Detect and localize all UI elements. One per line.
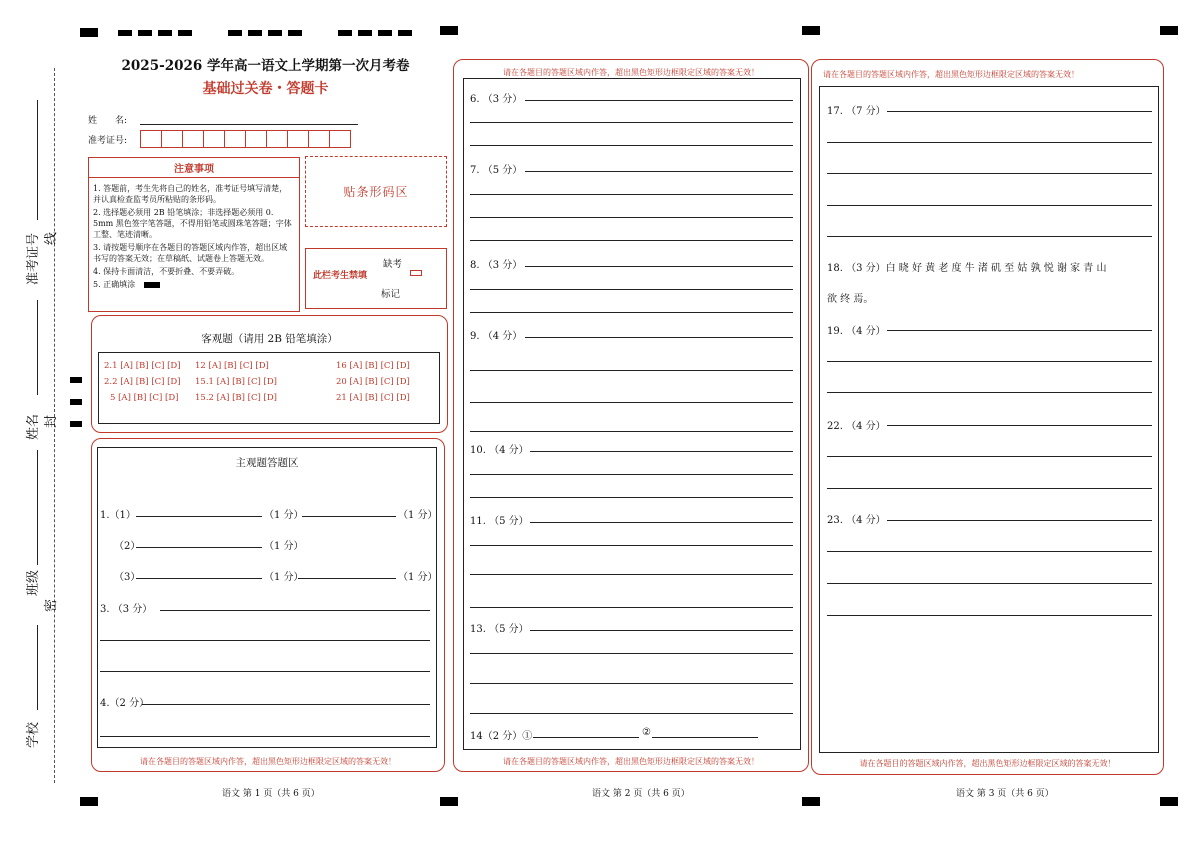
q1-2-score: （1 分） [264,541,304,552]
option-row[interactable]: 12 [A] [B] [C] [D] [195,361,269,371]
q14-label: 14（2 分）① [470,731,533,742]
side-name-label: 姓名 [26,413,41,440]
notice-title: 注意事项 [89,158,299,178]
footer-page-2: 语文 第 2 页（共 6 页） [592,789,690,799]
id-cells[interactable] [140,130,350,148]
q6-answer[interactable] [525,100,793,101]
option-row[interactable]: 16 [A] [B] [C] [D] [336,361,410,371]
q1-1-score-a: （1 分） [264,510,304,521]
registration-mark [1160,797,1178,806]
q1-1-answer-a[interactable] [136,516,262,517]
footer-page-3: 语文 第 3 页（共 6 页） [956,789,1054,799]
q1-3-answer-b[interactable] [298,578,396,579]
side-id-line [37,100,38,220]
q3-answer[interactable] [100,640,430,641]
q13-label: 13. （5 分） [470,624,529,635]
footer-page-1: 语文 第 1 页（共 6 页） [222,789,320,799]
q7-answer[interactable] [470,240,793,241]
barcode-label: 贴条形码区 [343,185,409,199]
absent-box [305,248,447,309]
notice-item: 3. 请按题号顺序在各题目的答题区域内作答，超出区域书写的答案无效；在草稿纸、试题卷上答题无效。 [93,243,288,263]
side-school-line [37,625,38,710]
exam-subtitle: 基础过关卷・答题卡 [202,81,329,97]
q14-label-2: ② [642,727,651,738]
q1-2-answer[interactable] [136,547,262,548]
q17-answer[interactable] [827,236,1152,237]
notice-box [88,157,300,312]
q7-answer[interactable] [470,194,793,195]
notice-list [89,178,299,290]
option-row[interactable]: 2.2 [A] [B] [C] [D] [104,377,181,387]
fill-sample [144,282,160,288]
q22-answer[interactable] [887,425,1152,426]
q17-answer[interactable] [827,173,1152,174]
q19-answer[interactable] [827,361,1152,362]
absent-label-2: 标记 [381,289,401,300]
registration-mark [228,30,242,36]
registration-mark [80,28,98,37]
q22-label: 22. （4 分） [827,421,886,432]
registration-mark [268,30,282,36]
registration-mark [178,30,192,36]
q13-answer[interactable] [530,630,793,631]
q3-answer[interactable] [160,610,430,611]
q1-3-answer-a[interactable] [136,578,262,579]
q19-answer[interactable] [827,392,1152,393]
q7-answer[interactable] [470,217,793,218]
registration-mark [802,26,820,35]
registration-mark [440,797,458,806]
q18-text[interactable]: 18. （3 分）白 晓 好 黄 老 度 牛 渚 矶 至 姑 孰 悦 谢 家 青 山 [827,263,1107,274]
q10-label: 10. （4 分） [470,445,529,456]
warning-text: 请在各题目的答题区域内作答，超出黑色矩形边框限定区域的答案无效！ [859,759,1116,768]
q17-answer[interactable] [827,205,1152,206]
side-secret-label: 密 [44,598,59,612]
side-school-label: 学校 [26,721,41,748]
q13-answer[interactable] [470,683,793,684]
page2-inner [463,78,801,750]
warning-text: 请在各题目的答题区域内作答，超出黑色矩形边框限定区域的答案无效！ [823,70,1079,79]
q23-answer[interactable] [887,520,1152,521]
registration-mark [158,30,172,36]
q9-answer[interactable] [470,402,793,403]
exam-title: 2025-2026 学年高一语文上学期第一次月考卷 [121,58,410,74]
name-label: 姓 名: [88,116,128,126]
absent-checkbox[interactable] [410,270,422,276]
q1-1-score-b: （1 分） [398,510,438,521]
q11-answer[interactable] [530,522,793,523]
registration-mark [358,30,372,36]
q17-answer[interactable] [827,142,1152,143]
q1-2-label: （2） [114,541,141,552]
q6-label: 6. （3 分） [470,94,523,105]
notice-item: 5. 正确填涂 [93,279,293,290]
q19-label: 19. （4 分） [827,326,886,337]
option-row[interactable]: 15.2 [A] [B] [C] [D] [195,393,277,403]
registration-mark [80,797,98,806]
warning-text: 请在各题目的答题区域内作答，超出黑色矩形边框限定区域的答案无效！ [140,757,396,766]
side-id-label: 准考证号 [26,232,41,285]
q10-answer[interactable] [530,451,793,452]
option-row[interactable]: 2.1 [A] [B] [C] [D] [104,361,181,371]
registration-mark [1160,26,1178,35]
q6-answer[interactable] [470,122,793,123]
registration-mark [118,30,132,36]
q13-answer[interactable] [470,653,793,654]
option-row[interactable]: 5 [A] [B] [C] [D] [110,393,179,403]
q1-3-score-b: （1 分） [398,572,438,583]
registration-mark [70,399,82,405]
registration-mark [398,30,412,36]
q9-answer[interactable] [525,337,793,338]
q22-answer[interactable] [827,488,1152,489]
option-row[interactable]: 21 [A] [B] [C] [D] [336,393,410,403]
q9-answer[interactable] [470,431,793,432]
side-class-label: 班级 [26,569,41,596]
registration-mark [288,30,302,36]
q23-label: 23. （4 分） [827,515,886,526]
notice-item: 2. 选择题必须用 2B 铅笔填涂；非选择题必须用 0．5mm 黑色签字笔答题，不得用铅笔或圆珠笔答题；字体工整、笔迹清晰。 [93,208,292,239]
q19-answer[interactable] [887,330,1152,331]
registration-mark [248,30,262,36]
absent-text: 此栏考生禁填 [313,271,368,281]
q22-answer[interactable] [827,456,1152,457]
q4-label: 4.（2 分） [100,698,150,709]
q11-label: 11. （5 分） [470,516,529,527]
q3-label: 3. （3 分） [100,604,153,615]
notice-item: 1. 答题前，考生先将自己的姓名，准考证号填写清楚，并认真检查监考员所粘贴的条形码。 [93,184,288,204]
q11-answer[interactable] [470,574,793,575]
registration-mark [70,377,82,383]
q1-1-answer-b[interactable] [302,516,396,517]
objective-title: 客观题（请用 2B 铅笔填涂） [201,333,338,345]
q23-answer[interactable] [827,615,1152,616]
q1-3-score-a: （1 分） [264,572,304,583]
q7-label: 7. （5 分） [470,165,523,176]
registration-mark [70,421,82,427]
side-line-label: 线 [44,231,59,245]
q6-answer[interactable] [470,145,793,146]
q1-1-label: 1.（1） [100,510,136,521]
warning-text: 请在各题目的答题区域内作答，超出黑色矩形边框限定区域的答案无效！ [503,68,759,77]
q4-answer[interactable] [100,736,430,737]
warning-text: 请在各题目的答题区域内作答，超出黑色矩形边框限定区域的答案无效！ [503,757,759,766]
side-seal-label: 封 [44,414,59,428]
q9-answer[interactable] [470,370,793,371]
q8-answer[interactable] [470,289,793,290]
registration-mark [802,797,820,806]
q7-answer[interactable] [525,171,793,172]
q8-answer[interactable] [470,312,793,313]
name-field[interactable] [140,124,358,125]
q13-answer[interactable] [470,713,793,714]
q23-answer[interactable] [827,551,1152,552]
registration-mark [378,30,392,36]
q4-answer[interactable] [142,704,430,705]
registration-mark [138,30,152,36]
side-name-line [37,300,38,395]
registration-mark [440,26,458,35]
notice-item: 4. 保持卡面清洁，不要折叠、不要弄破。 [93,267,240,276]
q23-answer[interactable] [827,583,1152,584]
q17-answer[interactable] [887,111,1152,112]
registration-mark [338,30,352,36]
q14-answer-2[interactable] [652,737,758,738]
q10-answer[interactable] [470,474,793,475]
q11-answer[interactable] [470,607,793,608]
id-label: 准考证号: [88,136,128,146]
absent-label-1: 缺考 [383,259,403,270]
option-row[interactable]: 15.1 [A] [B] [C] [D] [195,377,277,387]
q8-label: 8. （3 分） [470,260,523,271]
barcode-area [305,156,447,227]
subjective-title: 主观题答题区 [235,457,299,469]
q1-3-label: （3） [114,572,141,583]
q14-answer-1[interactable] [533,737,639,738]
q17-label: 17. （7 分） [827,106,886,117]
q9-label: 9. （4 分） [470,331,523,342]
option-row[interactable]: 20 [A] [B] [C] [D] [336,377,410,387]
q11-answer[interactable] [470,545,793,546]
q10-answer[interactable] [470,497,793,498]
q3-answer[interactable] [100,671,430,672]
q8-answer[interactable] [525,266,793,267]
side-class-line [37,450,38,565]
q18-text-2[interactable]: 欲 终 焉。 [827,294,874,305]
